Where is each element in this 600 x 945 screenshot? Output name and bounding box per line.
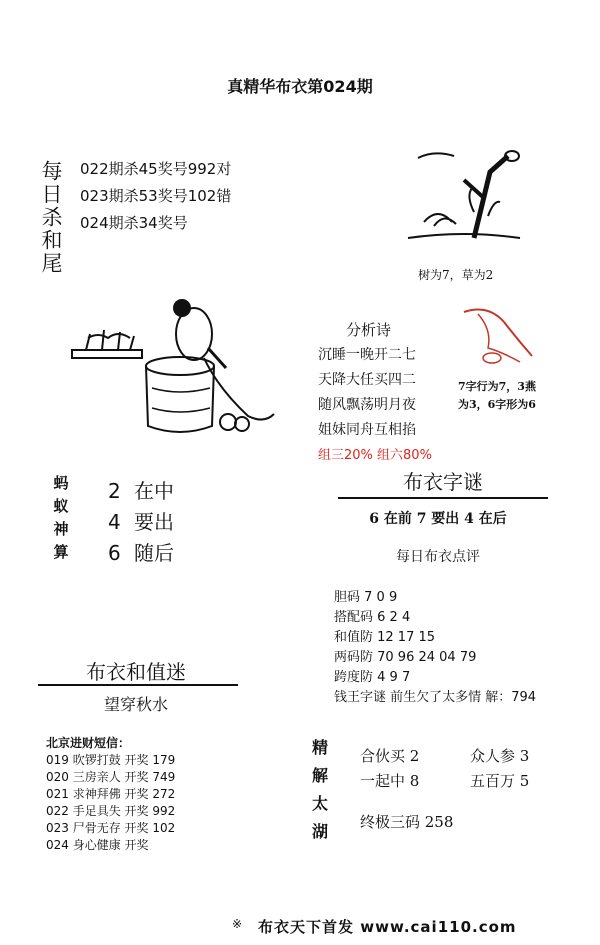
sms-heading: 北京进财短信： [46,736,131,750]
ant-rows [108,476,174,569]
sms-line: 019 吹锣打鼓 开奖 179 [46,753,176,767]
bird-stump-sketch [68,298,278,440]
daily-kill-heading: 每日杀和尾 [39,160,63,275]
jinghu-heading: 精解太湖 [311,738,328,841]
review-line: 两码防 70 96 24 04 79 [334,650,477,665]
word-riddle-answer: 6 在前 7 要出 4 在后 [369,511,507,527]
ant-heading: 蚂蚁神算 [53,474,69,561]
sketch-caption: 树为7，草为2 [418,268,494,282]
jinghu-row [360,769,529,794]
jinghu-body [360,744,529,835]
daily-review-list [334,588,536,708]
review-line: 跨度防 4 9 7 [334,670,411,685]
page-title: 真精华布衣第024期 [227,77,373,96]
word-riddle-heading: 布衣字谜 [338,466,548,499]
ant-number: 6 [108,541,121,565]
jinghu-cell: 众人参 3 [470,747,530,765]
daily-kill-line: 024期杀34奖号 [80,214,188,232]
sum-riddle-heading: 布衣和值迷 [86,660,186,684]
hint-note [458,378,536,414]
jinghu-cell: 合伙买 2 [360,747,420,765]
ant-text: 要出 [134,510,174,534]
analysis-poem [318,318,432,468]
tree-grass-sketch [404,142,524,252]
sms-line: 020 三房亲人 开奖 749 [46,770,176,784]
sms-line: 024 身心健康 开奖 [46,838,149,852]
swallow-sketch [458,300,538,370]
footer-text: 布衣天下首发 www.cai110.com [258,918,517,936]
review-line: 胆码 7 0 9 [334,590,398,605]
jinghu-cell: 一起中 8 [360,772,420,790]
daily-kill-line: 023期杀53奖号102错 [80,187,232,205]
ant-text: 随后 [134,541,174,565]
sms-line: 022 手足具失 开奖 992 [46,804,176,818]
hint-line: 7字行为7，3燕 [458,380,536,393]
hint-line: 为3，6字形为6 [458,398,536,411]
sum-riddle-divider [38,684,238,686]
daily-kill-line: 022期杀45奖号992对 [80,160,232,178]
ant-row [108,538,174,569]
jinghu-cell: 五百万 5 [470,772,530,790]
poem-line: 姐妹同舟互相掐 [318,422,416,438]
ant-number: 2 [108,479,121,503]
ant-text: 在中 [134,479,174,503]
poem-percent-note: 组三20% 组六80% [318,448,432,463]
daily-review-heading: 每日布衣点评 [396,549,480,565]
review-line: 钱王字谜 前生欠了太多情 解：794 [334,690,537,705]
sum-riddle-answer: 望穿秋水 [103,695,168,714]
ant-row [108,476,174,507]
poem-line: 随风飘荡明月夜 [318,397,416,413]
poem-line: 沉睡一晚开二七 [318,347,416,363]
daily-kill-list [80,156,231,237]
jinghu-final: 终极三码 258 [360,813,454,831]
poem-heading: 分析诗 [346,321,392,339]
review-line: 搭配码 6 2 4 [334,610,411,625]
footer-mark: ※ [232,917,243,931]
review-line: 和值防 12 17 15 [334,630,436,645]
sms-list [46,752,175,854]
poem-line: 天降大任买四二 [318,372,416,388]
sms-line: 021 求神拜佛 开奖 272 [46,787,176,801]
ant-row [108,507,174,538]
sms-line: 023 尸骨无存 开奖 102 [46,821,176,835]
jinghu-row [360,744,529,769]
ant-number: 4 [108,510,121,534]
